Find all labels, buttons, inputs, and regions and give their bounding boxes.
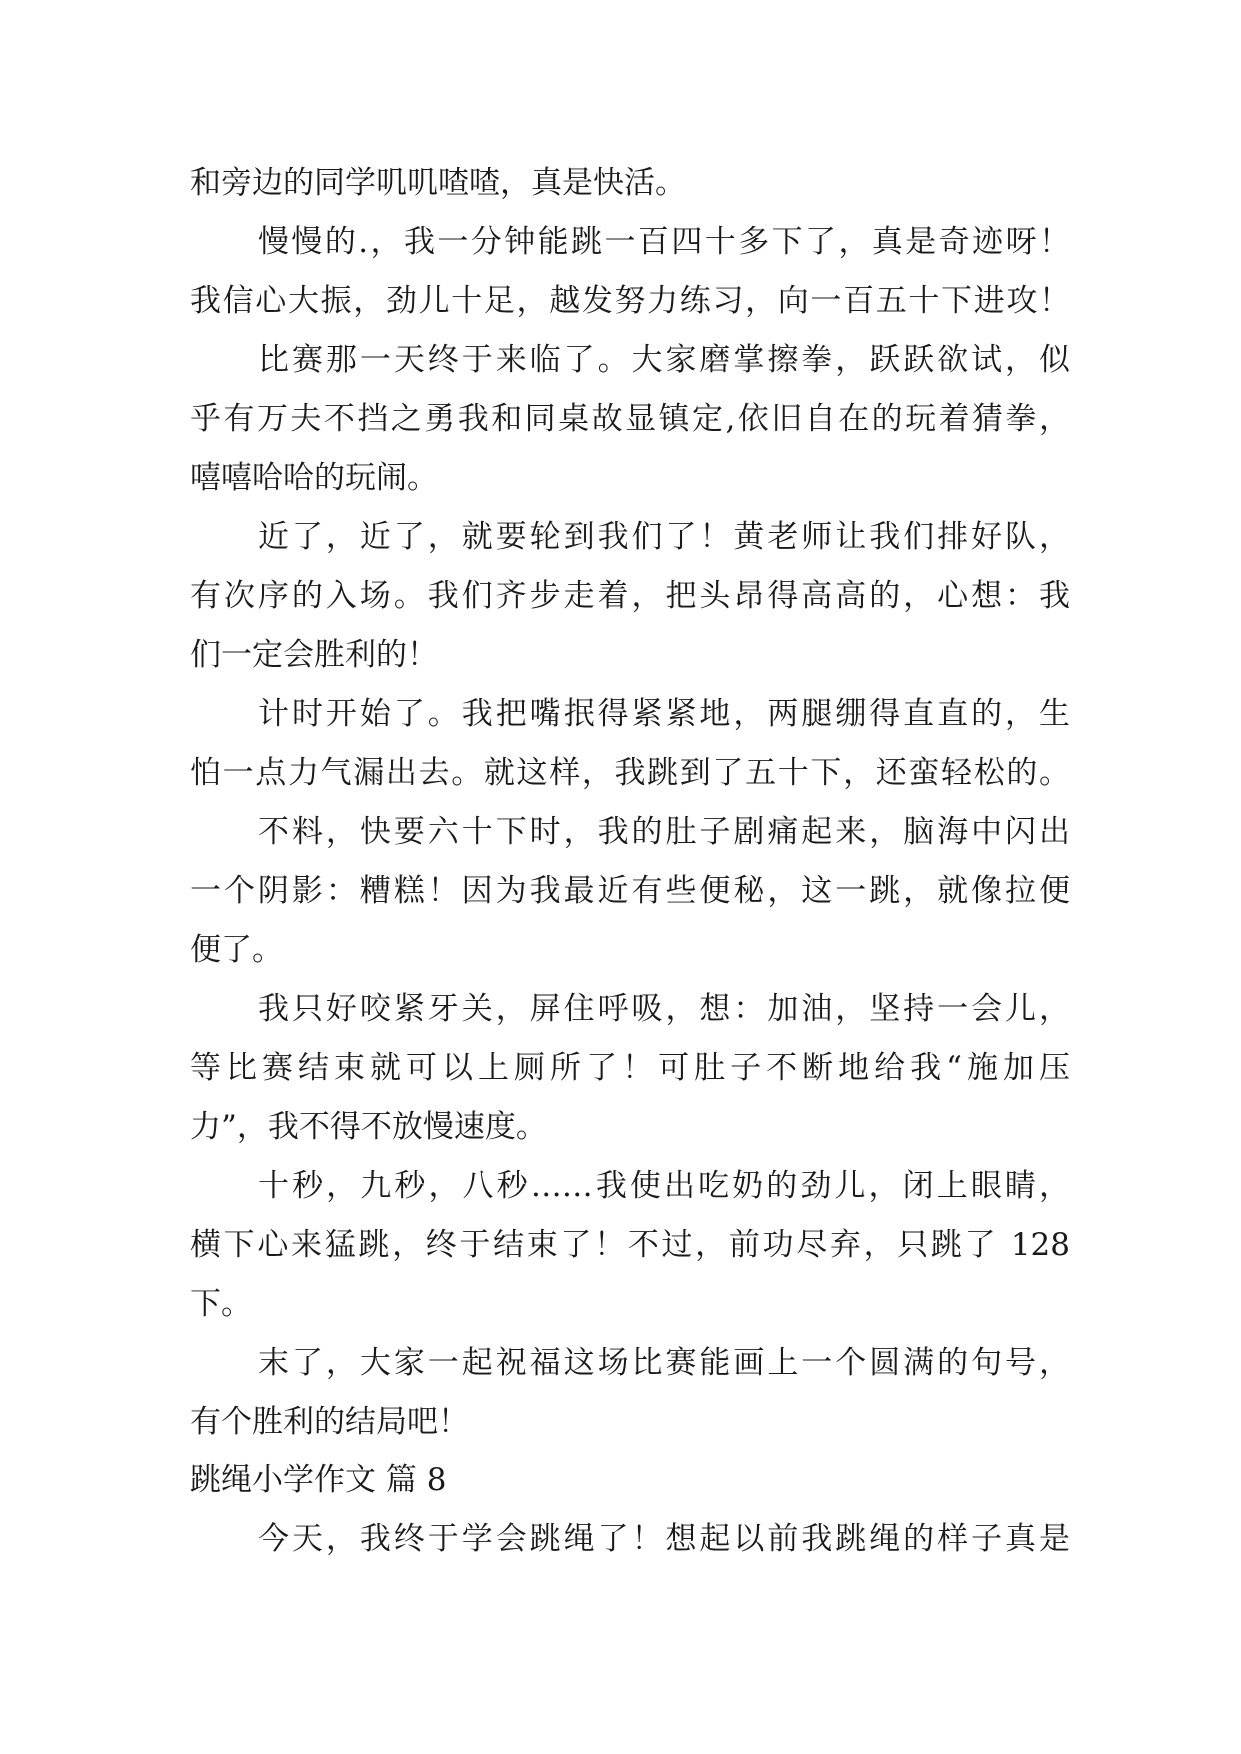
text-line: 怕一点力气漏出去。就这样，我跳到了五十下，还蛮轻松的。	[190, 755, 1070, 791]
text-line: 不料，快要六十下时，我的肚子剧痛起来，脑海中闪出	[258, 814, 1070, 850]
text-line: 今天，我终于学会跳绳了！想起以前我跳绳的样子真是	[258, 1521, 1070, 1557]
text-line: 力”，我不得不放慢速度。	[190, 1109, 547, 1145]
text-line: 一个阴影：糟糕！因为我最近有些便秘，这一跳，就像拉便	[190, 873, 1070, 909]
text-line: 我信心大振，劲儿十足，越发努力练习，向一百五十下进攻！	[190, 283, 1070, 319]
text-line: 便了。	[190, 932, 283, 968]
text-line: 近了，近了，就要轮到我们了！黄老师让我们排好队，	[258, 519, 1070, 555]
text-line: 们一定会胜利的！	[190, 637, 438, 673]
text-line: 等比赛结束就可以上厕所了！可肚子不断地给我“施加压	[190, 1050, 1070, 1086]
text-line: 末了，大家一起祝福这场比赛能画上一个圆满的句号，	[258, 1345, 1070, 1381]
text-line: 下。	[190, 1286, 252, 1322]
text-line: 有个胜利的结局吧！	[190, 1404, 469, 1440]
text-line: 嘻嘻哈哈的玩闹。	[190, 460, 438, 496]
text-line: 有次序的入场。我们齐步走着，把头昂得高高的，心想：我	[190, 578, 1070, 614]
text-line: 比赛那一天终于来临了。大家磨掌擦拳，跃跃欲试，似	[258, 342, 1070, 378]
text-line: 乎有万夫不挡之勇我和同桌故显镇定,依旧自在的玩着猜拳，	[190, 401, 1070, 437]
text-line: 我只好咬紧牙关，屏住呼吸，想：加油，坚持一会儿，	[258, 991, 1070, 1027]
text-line: 和旁边的同学叽叽喳喳，真是快活。	[190, 165, 686, 201]
text-line: 十秒，九秒，八秒……我使出吃奶的劲儿，闭上眼睛，	[258, 1168, 1070, 1204]
section-heading: 跳绳小学作文 篇 8	[190, 1462, 447, 1498]
text-line: 计时开始了。我把嘴抿得紧紧地，两腿绷得直直的，生	[258, 696, 1070, 732]
text-line: 横下心来猛跳，终于结束了！不过，前功尽弃，只跳了 128	[190, 1227, 1070, 1263]
text-line: 慢慢的.，我一分钟能跳一百四十多下了，真是奇迹呀！	[258, 224, 1070, 260]
